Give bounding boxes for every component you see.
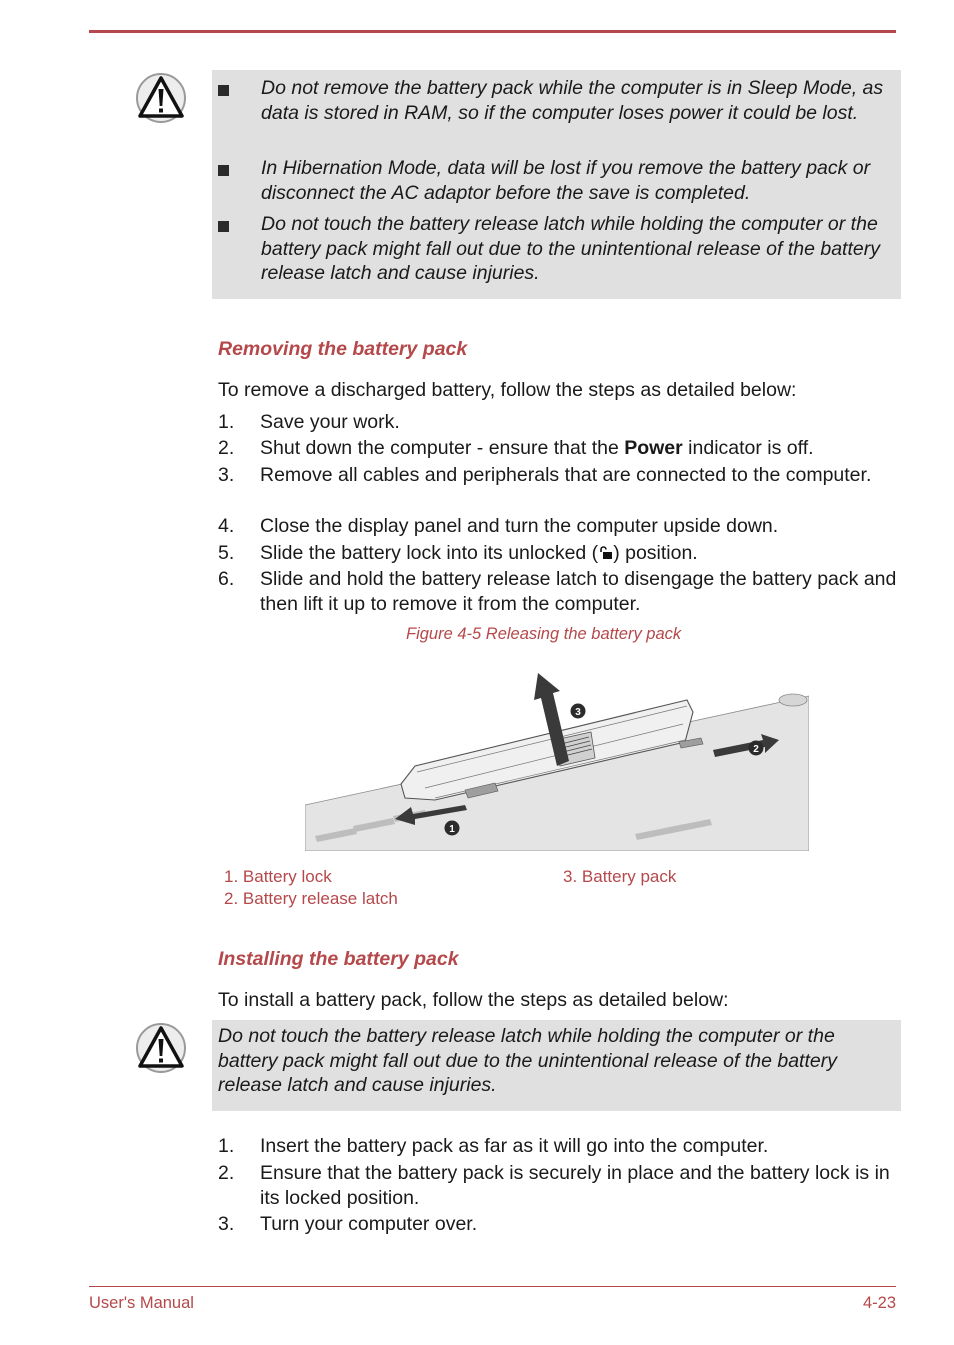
- step-text: Slide and hold the battery release latch to disengage the battery pack and then lift it up to remove it from the computer.: [260, 568, 897, 615]
- step-text-part: Slide the battery lock into its unlocked (: [260, 542, 599, 564]
- step-number: 3.: [218, 464, 235, 486]
- footer-manual-title: User's Manual: [89, 1294, 194, 1312]
- legend-battery-release-latch: 2. Battery release latch: [224, 889, 398, 908]
- step-text: Close the display panel and turn the computer upside down.: [260, 515, 779, 537]
- marker-label: 2: [753, 744, 759, 755]
- warning-text: Do not remove the battery pack while the computer is in Sleep Mode, as data is stored in RAM, so if the computer loses power it could be lost.: [261, 77, 884, 124]
- unlock-icon: [598, 546, 613, 560]
- callout-marker-2: [749, 741, 764, 756]
- step-number: 5.: [218, 542, 235, 564]
- section-intro: To install a battery pack, follow the steps as detailed below:: [218, 989, 729, 1011]
- step-text: Save your work.: [260, 411, 400, 433]
- step-number: 2.: [218, 1162, 235, 1184]
- footer-rule: [89, 1286, 896, 1287]
- callout-marker-3: [571, 704, 586, 719]
- step-text: Turn your computer over.: [260, 1213, 478, 1235]
- step-number: 1.: [218, 1135, 235, 1157]
- warning-text: Do not touch the battery release latch while holding the computer or the battery pack might fall out due to the unintentional release of the battery release latch and cause injuries.: [218, 1025, 837, 1096]
- marker-label: 3: [575, 707, 581, 718]
- figure-caption: Figure 4-5 Releasing the battery pack: [406, 625, 682, 643]
- step-number: 4.: [218, 515, 235, 537]
- step-text-part: ) position.: [613, 542, 698, 564]
- warning-box: [212, 70, 901, 299]
- footer-page-number: 4-23: [862, 1294, 896, 1312]
- foot-pad: [779, 694, 807, 706]
- square-bullet-icon: [218, 165, 229, 176]
- step-number: 3.: [218, 1213, 235, 1235]
- step-number: 6.: [218, 568, 235, 590]
- step-number: 1.: [218, 411, 235, 433]
- section-title: Installing the battery pack: [218, 948, 459, 970]
- warning-box: [212, 1020, 901, 1111]
- step-text: Remove all cables and peripherals that are connected to the computer.: [260, 464, 872, 486]
- step-text: [260, 541, 906, 566]
- marker-label: 1: [449, 824, 455, 835]
- legend-battery-lock: 1. Battery lock: [224, 867, 332, 886]
- section-intro: To remove a discharged battery, follow the steps as detailed below:: [218, 379, 797, 401]
- warning-text: In Hibernation Mode, data will be lost if you remove the battery pack or disconnect the AC adaptor before the save is completed.: [261, 157, 871, 204]
- warning-text: Do not touch the battery release latch while holding the computer or the battery pack might fall out due to the unintentional release of the battery release latch and cause injuries.: [261, 213, 880, 284]
- square-bullet-icon: [218, 85, 229, 96]
- header-rule: [89, 30, 896, 33]
- section-title: Removing the battery pack: [218, 338, 468, 360]
- legend-battery-pack: 3. Battery pack: [563, 867, 677, 886]
- power-keyword: Power: [624, 437, 683, 459]
- warning-icon: [135, 72, 187, 124]
- step-text: Insert the battery pack as far as it will go into the computer.: [260, 1135, 769, 1157]
- warning-icon: [135, 1022, 187, 1074]
- battery-figure: [305, 668, 809, 851]
- square-bullet-icon: [218, 221, 229, 232]
- step-text-part: indicator is off.: [682, 437, 814, 459]
- step-number: 2.: [218, 437, 235, 459]
- callout-marker-1: [445, 821, 460, 836]
- step-text-part: Shut down the computer - ensure that the: [260, 437, 625, 459]
- step-text: Ensure that the battery pack is securely in place and the battery lock is in its locked position.: [260, 1162, 890, 1209]
- step-text: [260, 436, 906, 461]
